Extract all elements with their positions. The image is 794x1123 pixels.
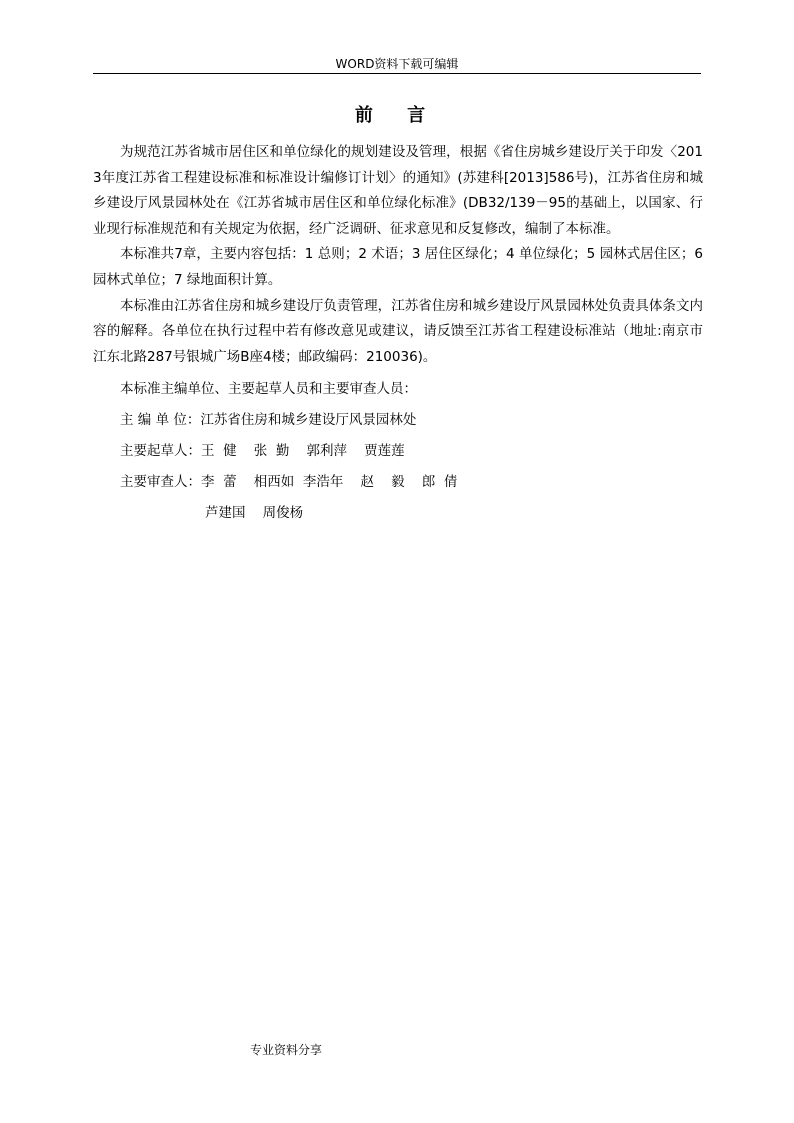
paragraph-contents: 本标准共7章，主要内容包括：1 总则；2 术语；3 居住区绿化；4 单位绿化；5 园林式居住区；6 园林式单位；7 绿地面积计算。 <box>93 246 703 288</box>
header-rule <box>93 73 701 74</box>
paragraph-management: 本标准由江苏省住房和城乡建设厅负责管理，江苏省住房和城乡建设厅风景园林处负责具体条文内容的解释。各单位在执行过程中若有修改意见或建议，请反馈至江苏省工程建设标准站（地址:南京市江东北路287号银城广场B座4楼；邮政编码：210036)。 <box>93 297 703 365</box>
reviewers-continued-line: 芦建国 周俊杨 <box>205 505 304 522</box>
page-footer: 专业资料分享 <box>250 1043 323 1057</box>
credits-intro: 本标准主编单位、主要起草人员和主要审查人员： <box>120 381 417 398</box>
chief-unit-line: 主 编 单 位：江苏省住房和城乡建设厅风景园林处 <box>120 412 417 429</box>
reviewers-line: 主要审查人：李 蕾 相西如 李浩年 赵 毅 郎 倩 <box>120 474 458 491</box>
paragraph-purpose: 为规范江苏省城市居住区和单位绿化的规划建设及管理，根据《省住房城乡建设厅关于印发〈2013年度江苏省工程建设标准和标准设计编修订计划〉的通知》(苏建科[2013]586号)，江苏省住房和城乡建设厅风景园林处在《江苏省城市居住区和单位绿化标准》(DB32/139－95的基础上，以国家、行业现行标准规范和有关规定为依据，经广泛调研、征求意见和反复修改，编制了本标准。 <box>93 144 703 237</box>
drafters-line: 主要起草人：王 健 张 勤 郭利萍 贾莲莲 <box>120 443 405 460</box>
page-header: WORD资料下载可编辑 <box>335 57 459 71</box>
document-title: 前 言 <box>354 105 440 126</box>
document-body <box>93 140 703 529</box>
